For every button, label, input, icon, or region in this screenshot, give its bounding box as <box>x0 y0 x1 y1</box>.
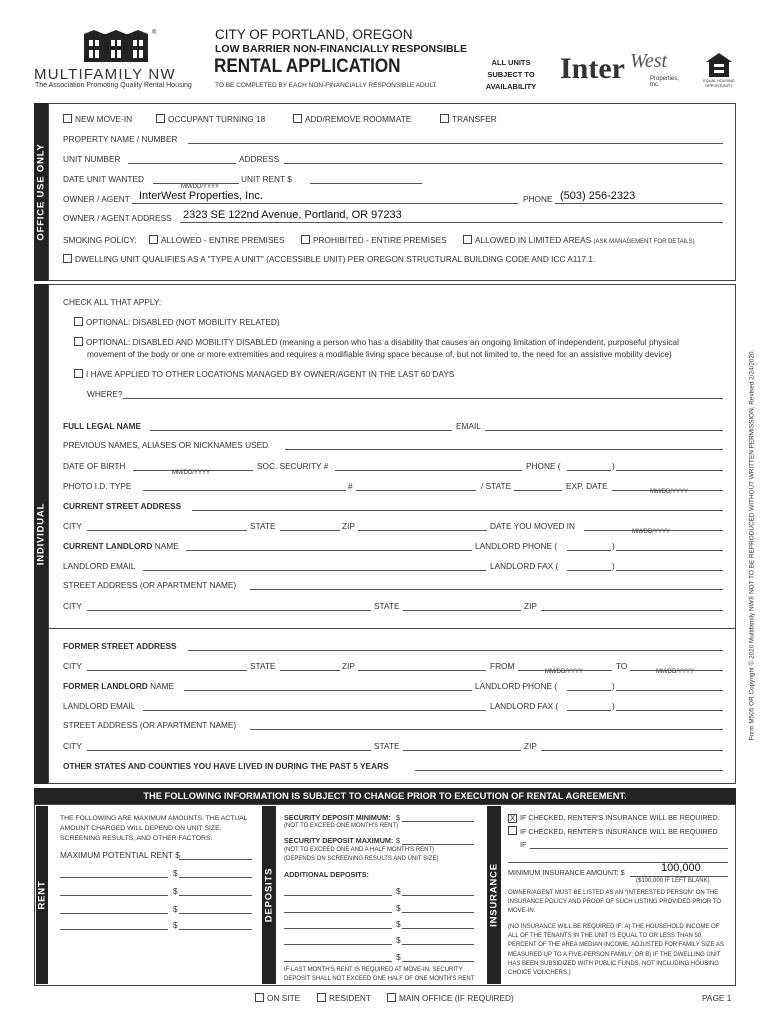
smoking-policy-row <box>63 235 695 245</box>
deposit-item-2-amount[interactable] <box>402 903 474 913</box>
former-city-field[interactable] <box>87 661 247 671</box>
landlord-state-field[interactable] <box>403 601 521 611</box>
sec-max-field[interactable] <box>402 835 474 845</box>
exp-date-label: EXP. DATE <box>566 481 608 491</box>
occupant-18-checkbox[interactable]: OCCUPANT TURNING 18 <box>156 114 265 124</box>
deposit-item-4-dollar: $ <box>396 935 401 945</box>
address-label: ADDRESS <box>239 154 280 164</box>
property-field[interactable] <box>188 134 723 144</box>
landlord-fax-area-field[interactable] <box>567 561 611 571</box>
date-unit-field[interactable] <box>153 174 239 184</box>
org-name: MULTIFAMILY NW <box>34 66 176 83</box>
individual-divider <box>48 628 736 629</box>
phone-paren: ) <box>612 461 615 471</box>
insurance-will-checkbox[interactable]: X IF CHECKED, RENTER'S INSURANCE WILL BE REQUIRED. <box>509 813 720 823</box>
former-landlord-email-label: LANDLORD EMAIL <box>63 701 136 711</box>
former-landlord-email-field[interactable] <box>143 701 486 711</box>
insurance-if-label: IF <box>520 840 527 849</box>
deposit-item-2-desc[interactable] <box>284 903 392 913</box>
disabled-checkbox[interactable]: OPTIONAL: DISABLED (NOT MOBILITY RELATED) <box>74 317 280 327</box>
max-rent-field[interactable] <box>179 850 252 860</box>
ssn-field[interactable] <box>335 461 522 471</box>
deposit-item-1-amount[interactable] <box>402 886 474 896</box>
rent-item-4-dollar: $ <box>173 920 178 930</box>
dob-hint: MM/DD/YYYY <box>172 470 211 476</box>
property-label: PROPERTY NAME / NUMBER <box>63 134 178 144</box>
rent-sidebar: RENT <box>36 806 48 984</box>
mobility-checkbox[interactable]: OPTIONAL: DISABLED AND MOBILITY DISABLED (meaning a person who has a disability that causes an ongoing limitation of independent, purposeful physical <box>74 337 679 347</box>
from-label: FROM <box>490 661 515 671</box>
street-apt-field[interactable] <box>250 580 723 590</box>
photo-id-label: PHOTO I.D. TYPE <box>63 481 132 491</box>
landlord-fax-paren: ) <box>612 561 615 571</box>
zip-field[interactable] <box>358 521 487 531</box>
former-landlord-fax-paren: ) <box>612 701 615 711</box>
landlord-phone-paren: ) <box>612 541 615 551</box>
deposit-item-4-desc[interactable] <box>284 935 392 945</box>
city-field[interactable] <box>87 521 247 531</box>
phone-field[interactable] <box>616 461 723 471</box>
sec-max-note: (NOT TO EXCEED ONE AND A HALF MONTH'S RENT) (DEPENDS ON SCREENING RESULTS AND UNIT SIZE) <box>284 847 439 862</box>
sec-min-label: SECURITY DEPOSIT MINIMUM: <box>284 813 391 822</box>
photo-id-hash: # <box>348 481 353 491</box>
former-landlord-field[interactable] <box>184 681 472 691</box>
deposit-item-5-dollar: $ <box>396 952 401 962</box>
former-landlord-phone-field[interactable] <box>616 681 723 691</box>
deposit-item-3-desc[interactable] <box>284 919 392 929</box>
unit-rent-field[interactable] <box>310 174 422 184</box>
email-label: EMAIL <box>456 421 481 431</box>
copyright-note: Form M505 OR Copyright © 2020 Multifamily NW® NOT TO BE REPRODUCED WITHOUT WRITTEN PERMISSION. Revised 2/24/2020. <box>748 349 756 741</box>
deposit-item-2-dollar: $ <box>396 903 401 913</box>
main-office-checkbox[interactable]: MAIN OFFICE (IF REQUIRED) <box>387 993 514 1003</box>
former-landlord-phone-label: LANDLORD PHONE ( <box>475 681 558 691</box>
mobility-text-2: movement of the body or one or more extremities and requires a modifiable living space because of, but not limited to, the need for an assistive mobility device) <box>87 349 672 359</box>
city-heading: CITY OF PORTLAND, OREGON <box>215 27 413 42</box>
landlord-city-label: CITY <box>63 601 82 611</box>
transfer-checkbox[interactable]: TRANSFER <box>440 114 497 124</box>
current-landlord-field[interactable] <box>186 541 472 551</box>
landlord-city-field[interactable] <box>87 601 371 611</box>
owner-agent-value: InterWest Properties, Inc. <box>139 190 263 202</box>
to-label: TO <box>616 661 628 671</box>
equal-housing-icon <box>705 52 733 78</box>
current-street-label: CURRENT STREET ADDRESS <box>63 501 182 511</box>
additional-deposits-label: ADDITIONAL DEPOSITS: <box>284 870 369 879</box>
former-landlord-phone-area-field[interactable] <box>567 681 611 691</box>
deposits-sidebar: DEPOSITS <box>262 806 276 984</box>
former-landlord-state-field[interactable] <box>403 741 521 751</box>
landlord-zip-field[interactable] <box>541 601 723 611</box>
office-sidebar: OFFICE USE ONLY <box>34 103 48 281</box>
former-zip-field[interactable] <box>358 661 486 671</box>
former-zip-label: ZIP <box>342 661 355 671</box>
insurance-if-field[interactable] <box>530 839 728 849</box>
on-site-checkbox[interactable]: ON SITE <box>255 993 300 1003</box>
rent-item-4-desc[interactable] <box>60 920 168 930</box>
resident-checkbox[interactable]: RESIDENT <box>317 993 371 1003</box>
registered-mark: ® <box>152 30 157 36</box>
prev-names-label: PREVIOUS NAMES, ALIASES OR NICKNAMES USED <box>63 440 269 450</box>
rent-item-3-dollar: $ <box>173 904 178 914</box>
rent-item-1-dollar: $ <box>173 868 178 878</box>
former-landlord-zip-label: ZIP <box>524 741 537 751</box>
former-street-apt-field[interactable] <box>250 720 723 730</box>
date-moved-label: DATE YOU MOVED IN <box>490 521 575 531</box>
former-state-label: STATE <box>250 661 276 671</box>
photo-id-type-field[interactable] <box>143 481 346 491</box>
other-states-label: OTHER STATES AND COUNTIES YOU HAVE LIVED IN DURING THE PAST 5 YEARS <box>63 761 389 771</box>
former-landlord-state-label: STATE <box>374 741 400 751</box>
equal-housing-logo <box>701 52 737 88</box>
landlord-fax-field[interactable] <box>616 561 723 571</box>
former-city-label: CITY <box>63 661 82 671</box>
deposit-item-5-amount[interactable] <box>402 952 474 962</box>
unit-number-label: UNIT NUMBER <box>63 154 121 164</box>
current-street-field[interactable] <box>192 501 723 511</box>
to-hint: MM/DD/YYYY <box>656 669 695 675</box>
former-street-apt-label: STREET ADDRESS (OR APARTMENT NAME) <box>63 720 237 730</box>
rent-item-2-amount[interactable] <box>179 886 252 896</box>
sec-min-dollar: $ <box>396 813 400 822</box>
insurance-sidebar: INSURANCE <box>487 806 501 984</box>
landlord-zip-label: ZIP <box>524 601 537 611</box>
landlord-email-label: LANDLORD EMAIL <box>63 561 136 571</box>
state-label: STATE <box>250 521 276 531</box>
other-states-field[interactable] <box>415 761 723 771</box>
rent-intro: THE FOLLOWING ARE MAXIMUM AMOUNTS. THE ACTUAL AMOUNT CHARGED WILL DEPEND ON UNIT SIZE, SCREENING RESULTS, AND OTHER FACTORS. <box>60 815 248 842</box>
full-name-label: FULL LEGAL NAME <box>63 421 142 431</box>
former-landlord-zip-field[interactable] <box>541 741 723 751</box>
email-field[interactable] <box>485 421 723 431</box>
min-insurance-value: 100,000 <box>661 862 701 874</box>
current-landlord-label: CURRENT LANDLORD NAME <box>63 541 179 551</box>
deposit-item-3-amount[interactable] <box>402 919 474 929</box>
owner-phone-value: (503) 256-2323 <box>560 190 636 202</box>
smoking-label: SMOKING POLICY: <box>63 235 137 245</box>
smoking-prohibited-checkbox[interactable]: PROHIBITED - ENTIRE PREMISES <box>301 235 447 245</box>
date-unit-label: DATE UNIT WANTED <box>63 174 144 184</box>
photo-id-number-field[interactable] <box>356 481 476 491</box>
building-icon <box>82 30 150 62</box>
photo-id-state-label: / STATE <box>481 481 512 491</box>
unit-rent-label: UNIT RENT $ <box>241 174 292 184</box>
from-hint: MM/DD/YYYY <box>545 669 584 675</box>
availability-note: ALL UNITS SUBJECT TO AVAILABILITY <box>485 58 537 91</box>
exp-date-hint: MM/DD/YYYY <box>650 489 689 495</box>
former-landlord-fax-label: LANDLORD FAX ( <box>490 701 559 711</box>
street-apt-label: STREET ADDRESS (OR APARTMENT NAME) <box>63 580 237 590</box>
interwest-sub: Properties, Inc. <box>650 76 680 88</box>
prev-names-field[interactable] <box>285 440 723 450</box>
former-street-field[interactable] <box>188 641 723 651</box>
deposit-item-1-dollar: $ <box>396 886 401 896</box>
last-month-note: IF LAST MONTH'S RENT IS REQUIRED AT MOVE-IN, SECURITY DEPOSIT SHALL NOT EXCEED ONE HALF OF ONE MONTH'S RENT <box>284 967 475 982</box>
smoking-allowed-checkbox[interactable]: ALLOWED - ENTIRE PREMISES <box>149 235 285 245</box>
interwest-inter: Inter <box>560 52 625 85</box>
landlord-phone-area-field[interactable] <box>567 541 611 551</box>
owner-address-label: OWNER / AGENT ADDRESS <box>63 213 172 223</box>
unit-number-field[interactable] <box>128 154 236 164</box>
state-field[interactable] <box>280 521 340 531</box>
rent-item-2-desc[interactable] <box>60 886 168 896</box>
max-rent-label: MAXIMUM POTENTIAL RENT $ <box>60 850 180 860</box>
former-landlord-fax-area-field[interactable] <box>567 701 611 711</box>
where-label: WHERE? <box>87 389 123 399</box>
city-label: CITY <box>63 521 82 531</box>
landlord-phone-field[interactable] <box>616 541 723 551</box>
ssn-label: SOC. SECURITY # <box>257 461 329 471</box>
rent-item-1-amount[interactable] <box>179 868 252 878</box>
smoking-limited-checkbox[interactable]: ALLOWED IN LIMITED AREAS (ASK MANAGEMENT FOR DETAILS) <box>463 235 695 245</box>
owner-address-value: 2323 SE 122nd Avenue, Portland, OR 97233 <box>183 209 402 221</box>
min-insurance-note: ($100,000 IF LEFT BLANK) <box>636 878 710 884</box>
rent-item-3-amount[interactable] <box>179 904 252 914</box>
dob-label: DATE OF BIRTH <box>63 461 126 471</box>
former-street-label: FORMER STREET ADDRESS <box>63 641 177 651</box>
phone-area-field[interactable] <box>567 461 611 471</box>
phone-label: PHONE ( <box>526 461 561 471</box>
check-all-label: CHECK ALL THAT APPLY: <box>63 297 162 307</box>
insurance-exempt-note: (NO INSURANCE WILL BE REQUIRED IF: A) THE HOUSEHOLD INCOME OF ALL OF THE TENANTS IN THE UNIT IS EQUAL TO OR LESS THAN 50 PERCENT OF THE AREA MEDIAN INCOME, ADJUSTED FOR FAMILY SIZE AS MEASURED UP TO A FIVE-PERSON FAMILY; OR B) IF THE DWELLING UNIT HAS BEEN SUBSIDIZED WITH PUBLIC FUNDS, NOT INCLUDING HOUSING CHOICE VOUCHERS.) <box>508 924 724 977</box>
address-field[interactable] <box>284 154 723 164</box>
insurance-if-checkbox[interactable]: IF CHECKED, RENTER'S INSURANCE WILL BE REQUIRED <box>508 826 718 836</box>
sec-max-label: SECURITY DEPOSIT MAXIMUM: <box>284 836 394 845</box>
org-tagline: The Association Promoting Quality Rental Housing <box>35 82 192 89</box>
former-landlord-phone-paren: ) <box>612 681 615 691</box>
former-landlord-city-label: CITY <box>63 741 82 751</box>
roommate-checkbox[interactable]: ADD/REMOVE ROOMMATE <box>293 114 411 124</box>
min-insurance-label: MINIMUM INSURANCE AMOUNT: $ <box>508 868 625 877</box>
owner-phone-label: PHONE <box>523 194 553 204</box>
former-landlord-city-field[interactable] <box>87 741 371 751</box>
sec-min-field[interactable] <box>402 812 474 822</box>
landlord-phone-label: LANDLORD PHONE ( <box>475 541 558 551</box>
page-number: PAGE 1 <box>702 993 732 1003</box>
owner-agent-label: OWNER / AGENT <box>63 194 130 204</box>
where-field[interactable] <box>123 389 723 399</box>
interwest-logo <box>560 52 690 88</box>
instruction: TO BE COMPLETED BY EACH NON-FINANCIALLY RESPONSIBLE ADULT <box>215 82 437 89</box>
former-landlord-fax-field[interactable] <box>616 701 723 711</box>
subtitle: LOW BARRIER NON-FINANCIALLY RESPONSIBLE <box>215 43 468 55</box>
deposit-item-5-desc[interactable] <box>284 952 392 962</box>
sec-min-note: (NOT TO EXCEED ONE MONTH'S RENT) <box>284 823 399 829</box>
equal-housing-text: EQUAL HOUSING OPPORTUNITY <box>703 79 735 88</box>
type-a-checkbox[interactable]: DWELLING UNIT QUALIFIES AS A "TYPE A UNIT" (ACCESSIBLE UNIT) PER OREGON STRUCTURAL BUILDING CODE AND ICC A117.1. <box>63 254 595 264</box>
landlord-email-field[interactable] <box>143 561 486 571</box>
applied-other-checkbox[interactable]: I HAVE APPLIED TO OTHER LOCATIONS MANAGED BY OWNER/AGENT IN THE LAST 60 DAYS <box>74 369 454 379</box>
interwest-west: West <box>630 50 668 72</box>
date-moved-hint: MM/DD/YYYY <box>632 529 671 535</box>
deposit-item-3-dollar: $ <box>396 919 401 929</box>
sec-max-dollar: $ <box>396 836 400 845</box>
insurance-owner-note: OWNER/AGENT MUST BE LISTED AS AN "INTERESTED PERSON" ON THE INSURANCE POLICY AND PROOF OF SUCH LISTING PROVIDED PRIOR TO MOVE-IN. <box>508 890 722 914</box>
rent-item-1-desc[interactable] <box>60 868 168 878</box>
new-move-in-checkbox[interactable]: NEW MOVE-IN <box>63 114 132 124</box>
individual-sidebar: INDIVIDUAL <box>34 284 48 784</box>
landlord-state-label: STATE <box>374 601 400 611</box>
zip-label: ZIP <box>342 521 355 531</box>
rent-item-3-desc[interactable] <box>60 904 168 914</box>
multifamily-logo <box>34 30 202 94</box>
full-name-field[interactable] <box>150 421 452 431</box>
deposit-item-4-amount[interactable] <box>402 935 474 945</box>
change-banner: THE FOLLOWING INFORMATION IS SUBJECT TO CHANGE PRIOR TO EXECUTION OF RENTAL AGREEMENT. <box>34 788 736 804</box>
former-landlord-label: FORMER LANDLORD NAME <box>63 681 175 691</box>
page-title: RENTAL APPLICATION <box>214 56 401 77</box>
rent-item-4-amount[interactable] <box>179 920 252 930</box>
photo-id-state-field[interactable] <box>514 481 562 491</box>
former-state-field[interactable] <box>280 661 340 671</box>
deposit-item-1-desc[interactable] <box>284 886 392 896</box>
landlord-fax-label: LANDLORD FAX ( <box>490 561 559 571</box>
date-unit-hint: MM/DD/YYYY <box>181 184 220 190</box>
rent-item-2-dollar: $ <box>173 886 178 896</box>
